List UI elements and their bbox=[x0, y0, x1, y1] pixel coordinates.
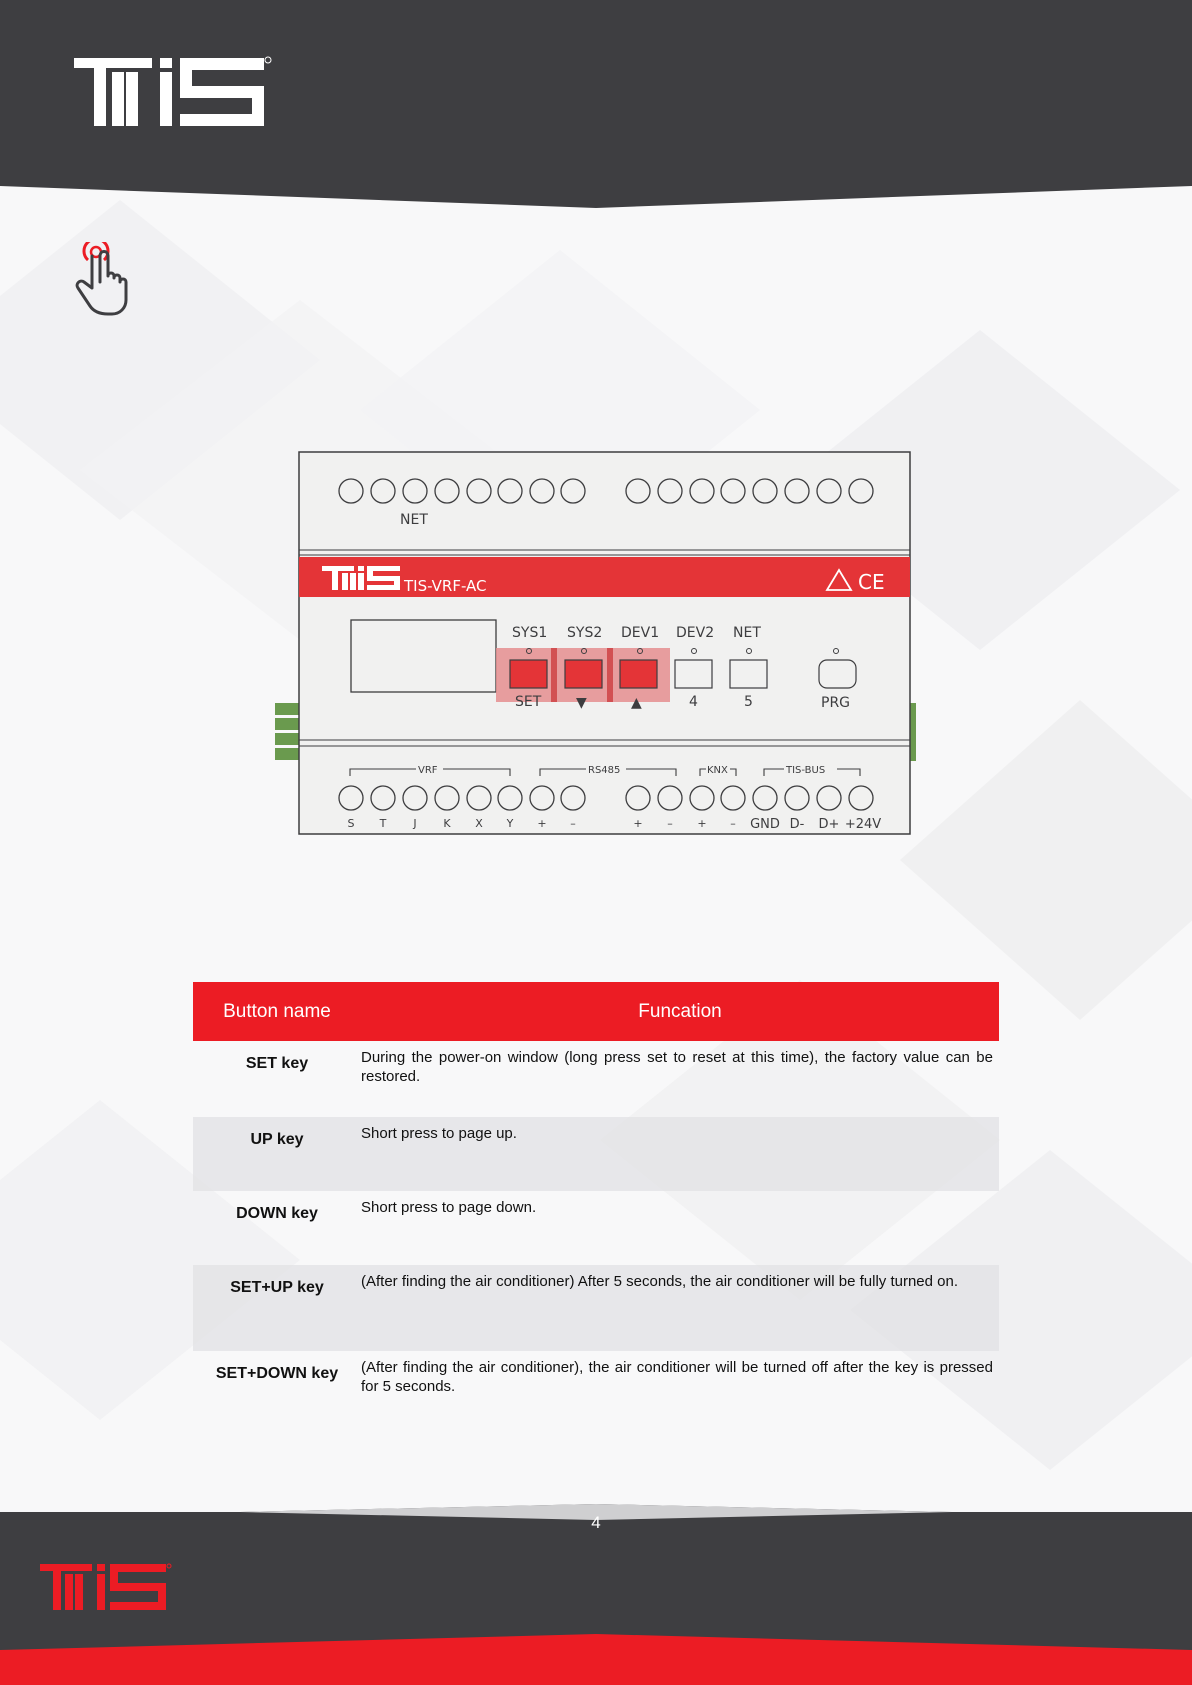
terminal-label: D- bbox=[789, 817, 805, 832]
led-label-sys1: SYS1 bbox=[512, 625, 548, 641]
table-row bbox=[193, 1351, 999, 1423]
button-name-cell: SET+DOWN key bbox=[215, 1365, 339, 1382]
table-row bbox=[193, 1191, 999, 1265]
button-label-4: 4 bbox=[689, 694, 698, 710]
led-label-dev2: DEV2 bbox=[676, 625, 715, 641]
function-cell: During the power-on window (long press set to reset at this time), the factory value can be restored. bbox=[361, 1049, 993, 1085]
button-name-cell: SET+UP key bbox=[193, 1265, 361, 1351]
terminal-label: + bbox=[537, 817, 547, 830]
button-label-5: 5 bbox=[744, 694, 753, 710]
function-cell: Short press to page up. bbox=[361, 1117, 999, 1191]
table-header-row bbox=[193, 982, 999, 1041]
page-number: 4 bbox=[591, 1513, 601, 1532]
button-name-cell: UP key bbox=[193, 1117, 361, 1191]
table-row bbox=[193, 1117, 999, 1191]
ce-mark: CE bbox=[858, 570, 885, 594]
tap-hand-icon bbox=[68, 242, 132, 318]
column-header-button-name: Button name bbox=[193, 982, 361, 1041]
button-label-down: ▼ bbox=[576, 695, 587, 711]
terminal-label: J bbox=[413, 817, 417, 830]
terminal-label: + bbox=[697, 817, 707, 830]
terminal-label: K bbox=[443, 817, 451, 830]
terminal-label: – bbox=[730, 817, 736, 830]
function-cell: (After finding the air conditioner) After 5 seconds, the air conditioner will be fully turned on. bbox=[361, 1265, 999, 1351]
terminal-label: +24V bbox=[844, 817, 882, 832]
top-net-label: NET bbox=[400, 512, 428, 528]
column-header-function: Funcation bbox=[361, 982, 999, 1041]
group-label-vrf: VRF bbox=[418, 765, 438, 776]
function-cell: Short press to page down. bbox=[361, 1199, 537, 1216]
button-label-up: ▲ bbox=[631, 695, 642, 711]
button-name-cell: SET key bbox=[245, 1055, 309, 1072]
group-label-rs485: RS485 bbox=[588, 765, 621, 776]
terminal-label: D+ bbox=[818, 817, 840, 832]
function-cell: (After finding the air conditioner), the air conditioner will be turned off after the key is pressed for 5 seconds. bbox=[361, 1359, 993, 1395]
tis-logo-red bbox=[40, 1562, 172, 1612]
terminal-label: GND bbox=[750, 817, 780, 832]
table-row bbox=[193, 1041, 999, 1117]
terminal-label: T bbox=[379, 817, 387, 830]
led-label-net: NET bbox=[733, 625, 761, 641]
group-label-knx: KNX bbox=[707, 765, 728, 776]
button-name-cell: DOWN key bbox=[236, 1205, 318, 1222]
button-function-table bbox=[193, 982, 999, 1423]
terminal-label: – bbox=[570, 817, 576, 830]
button-label-set: SET bbox=[515, 694, 542, 710]
terminal-label: Y bbox=[506, 817, 514, 830]
terminal-label: X bbox=[475, 817, 483, 830]
terminal-label: S bbox=[347, 817, 355, 830]
terminal-label: – bbox=[667, 817, 673, 830]
led-label-dev1: DEV1 bbox=[621, 625, 660, 641]
table-row bbox=[193, 1265, 999, 1351]
device-diagram bbox=[270, 450, 920, 840]
group-label-tis-bus: TIS-BUS bbox=[786, 765, 826, 776]
tis-logo-white bbox=[74, 54, 274, 130]
device-model: TIS-VRF-AC bbox=[404, 577, 487, 595]
button-label-prg: PRG bbox=[821, 695, 851, 711]
terminal-label: + bbox=[633, 817, 643, 830]
led-label-sys2: SYS2 bbox=[567, 625, 603, 641]
